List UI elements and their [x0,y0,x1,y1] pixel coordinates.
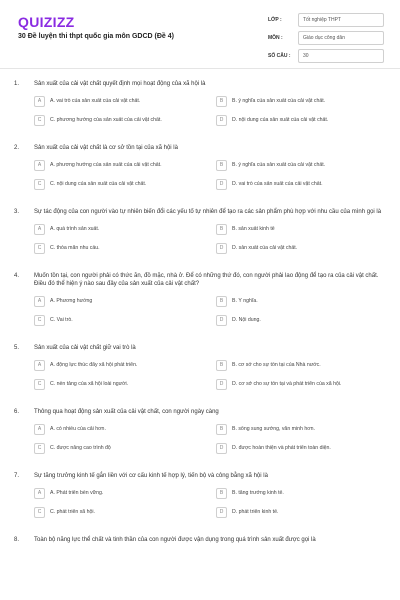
question-header [14,144,386,152]
question-text: Sản xuất của cải vật chất là cơ sở tồn tại của xã hội là [34,145,178,151]
option-text: B. tăng trưởng kinh tế. [232,490,284,496]
question-header [14,472,386,480]
question-item [14,144,386,190]
question-header [14,80,386,88]
option-text: B. Ý nghĩa. [232,298,258,304]
answer-option[interactable] [216,223,398,235]
question-item [14,80,386,126]
answer-options [34,423,386,454]
answer-option[interactable] [34,242,216,254]
option-letter-box: D [216,379,227,390]
meta-label: MÔN : [268,35,283,41]
option-text: C. được nâng cao trình độ [50,445,111,451]
answer-option[interactable] [34,95,216,107]
question-text: Thông qua hoạt động sản xuất của cải vật chất, con người ngày càng [34,409,219,415]
answer-option[interactable] [34,378,216,390]
option-text: A. vai trò của sản xuất của cải vật chất. [50,98,141,104]
option-letter-box: A [34,160,45,171]
option-text: C. phát triển xã hội. [50,509,95,515]
answer-options [34,159,386,190]
meta-label: LỚP : [268,17,282,23]
option-letter-box: B [216,96,227,107]
option-letter-box: D [216,443,227,454]
answer-option[interactable] [34,314,216,326]
option-text: B. ý nghĩa của sản xuất của cải vật chất. [232,162,326,168]
option-text: A. Phương hướng [50,298,93,304]
option-letter-box: A [34,224,45,235]
answer-option[interactable] [216,95,398,107]
question-header [14,344,386,352]
answer-option[interactable] [216,178,398,190]
question-number: 8. [14,537,20,543]
option-letter-box: D [216,507,227,518]
question-item [14,272,386,326]
meta-value: Tốt nghiệp THPT [298,13,384,27]
question-number: 3. [14,209,20,215]
answer-option[interactable] [216,159,398,171]
question-header [14,208,386,216]
question-number: 2. [14,145,20,151]
question-text: Sản xuất của cải vật chất giữ vai trò là [34,345,136,351]
option-letter-box: B [216,424,227,435]
option-text: A. Phát triển bền vững. [50,490,104,496]
question-list [14,80,386,562]
option-text: D. sản xuất của cải vật chất. [232,245,298,251]
answer-option[interactable] [34,223,216,235]
option-letter-box: B [216,360,227,371]
option-letter-box: C [34,379,45,390]
answer-option[interactable] [216,359,398,371]
answer-options [34,487,386,518]
answer-option[interactable] [216,423,398,435]
option-letter-box: D [216,243,227,254]
meta-value: Giáo dục công dân [298,31,384,45]
meta-label: SỐ CÂU : [268,53,291,59]
answer-option[interactable] [216,442,398,454]
option-letter-box: A [34,488,45,499]
option-text: A. có nhiều của cải hơn. [50,426,106,432]
answer-option[interactable] [34,359,216,371]
meta-class [268,12,384,28]
answer-option[interactable] [34,114,216,126]
question-item [14,208,386,254]
meta-question-count [268,48,384,64]
question-item [14,472,386,518]
answer-option[interactable] [34,506,216,518]
option-letter-box: C [34,315,45,326]
option-text: D. vai trò của sản xuất của cải vật chất. [232,181,323,187]
answer-option[interactable] [34,442,216,454]
option-letter-box: C [34,243,45,254]
option-letter-box: B [216,488,227,499]
answer-options [34,223,386,254]
worksheet-title: 30 Đề luyện thi thpt quốc gia môn GDCD (Đề 4) [18,33,174,40]
option-text: D. phát triển kinh tế. [232,509,279,515]
option-letter-box: C [34,115,45,126]
option-letter-box: C [34,443,45,454]
option-letter-box: C [34,507,45,518]
option-text: A. phương hướng của sản xuất của cải vật chất. [50,162,162,168]
option-letter-box: A [34,424,45,435]
header-divider [0,68,400,69]
answer-option[interactable] [34,178,216,190]
worksheet-meta [268,12,384,66]
meta-subject [268,30,384,46]
option-letter-box: B [216,160,227,171]
option-text: C. nền tảng của xã hội loài người. [50,381,129,387]
answer-options [34,95,386,126]
option-letter-box: D [216,315,227,326]
option-text: A. quá trình sản xuất. [50,226,100,232]
answer-option[interactable] [216,114,398,126]
option-text: C. thỏa mãn nhu cầu. [50,245,100,251]
answer-option[interactable] [216,295,398,307]
answer-options [34,295,386,326]
option-letter-box: A [34,96,45,107]
question-number: 1. [14,81,20,87]
answer-option[interactable] [34,295,216,307]
answer-option[interactable] [34,423,216,435]
question-item [14,344,386,390]
answer-option[interactable] [216,487,398,499]
answer-option[interactable] [216,314,398,326]
answer-option[interactable] [216,506,398,518]
question-number: 4. [14,273,20,279]
answer-option[interactable] [34,159,216,171]
option-letter-box: B [216,224,227,235]
question-text: Muốn tồn tại, con người phải có thức ăn, đồ mặc, nhà ở. Để có những thứ đó, con người phải lao động để tạo ra của cải vật chất. Điều đó thể hiện ý nào sau đây của sản xuất của cải vật chất? [34,273,379,287]
question-text: Toàn bộ năng lực thể chất và tinh thần của con người được vận dụng trong quá trình sản xuất được gọi là [34,537,316,543]
option-text: B. ý nghĩa của sản xuất của cải vật chất. [232,98,326,104]
question-text: Sản xuất của cải vật chất quyết định mọi hoạt động của xã hội là [34,81,206,87]
question-item [14,408,386,454]
question-item [14,536,386,544]
option-text: D. nội dung của sản xuất của cải vật chất. [232,117,329,123]
option-text: A. động lực thúc đẩy xã hội phát triển. [50,362,138,368]
quizizz-logo: QUIZIZZ [18,14,75,30]
answer-options [34,359,386,390]
option-letter-box: A [34,296,45,307]
option-text: B. sống sung sướng, văn minh hơn. [232,426,315,432]
option-text: C. Vai trò. [50,317,73,323]
option-letter-box: D [216,115,227,126]
option-text: B. cơ sở cho sự tồn tại của Nhà nước. [232,362,321,368]
option-letter-box: A [34,360,45,371]
option-text: D. cơ sở cho sự tồn tại và phát triển của xã hội. [232,381,342,387]
worksheet-header [0,0,400,64]
question-number: 5. [14,345,20,351]
option-letter-box: B [216,296,227,307]
answer-option[interactable] [216,242,398,254]
option-text: C. nội dung của sản xuất của cải vật chất. [50,181,147,187]
question-header [14,536,386,544]
option-text: D. Nội dung. [232,317,261,323]
question-header [14,272,386,288]
answer-option[interactable] [34,487,216,499]
option-text: B. sản xuất kinh tế [232,226,275,232]
question-text: Sự tăng trưởng kinh tế gắn liền với cơ cấu kinh tế hợp lý, tiến bộ và công bằng xã hội là [34,473,268,479]
question-text: Sự tác động của con người vào tự nhiên biến đổi các yếu tố tự nhiên để tạo ra các sản phẩm phù hợp với nhu cầu của mình gọi là [34,209,382,215]
question-number: 7. [14,473,20,479]
option-letter-box: C [34,179,45,190]
answer-option[interactable] [216,378,398,390]
question-number: 6. [14,409,20,415]
option-letter-box: D [216,179,227,190]
option-text: C. phương hướng của sản xuất của cải vật chất. [50,117,162,123]
question-header [14,408,386,416]
option-text: D. được hoàn thiện và phát triển toàn diện. [232,445,331,451]
meta-value: 30 [298,49,384,63]
